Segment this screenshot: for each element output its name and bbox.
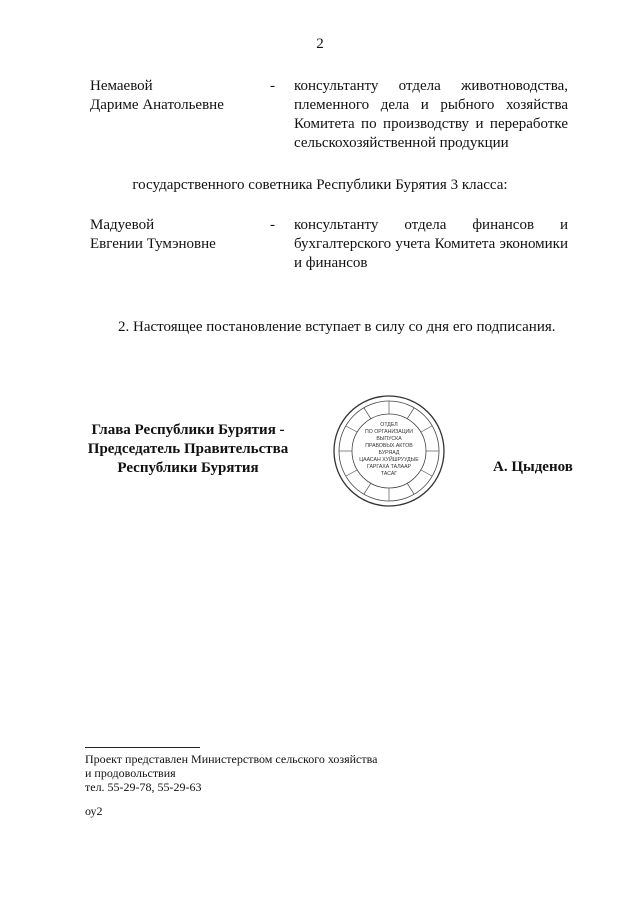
appointee-given-name: Евгении Тумэновне [90, 236, 216, 252]
footnote-divider [85, 747, 200, 748]
appointee-surname: Мадуевой [90, 217, 155, 233]
seal-text: БУРЯАД [378, 450, 400, 456]
seal-text: ПО ОРГАНИЗАЦИИ [365, 429, 413, 435]
footnote-phone: тел. 55-29-78, 55-29-63 [85, 780, 202, 794]
seal-text: ЦААСАН ХУЙШРУУДЫЕ [359, 457, 419, 463]
footnote-line: и продовольствия [85, 766, 176, 780]
appointee-position: консультанту отдела финансов и бухгалтерского учета Комитета экономики и финансов [294, 217, 568, 271]
dash-separator: - [270, 217, 275, 233]
dash-separator: - [270, 78, 275, 94]
seal-text: ГАРГАХА ТАЛААР [366, 464, 412, 470]
seal-text: ТАСАГ [380, 471, 398, 477]
appointee-given-name: Дариме Анатольевне [90, 97, 224, 113]
signatory-title-line: Республики Бурятия [117, 460, 259, 476]
page-number: 2 [316, 36, 324, 52]
seal-text: ОТДЕЛ [380, 422, 398, 428]
appointee-surname: Немаевой [90, 78, 153, 94]
signatory-title-line: Председатель Правительства [87, 441, 289, 457]
rank-heading: государственного советника Республики Бурятия 3 класса: [132, 177, 508, 193]
appointment-entry [90, 216, 568, 276]
appointment-entry [90, 77, 568, 157]
footnote [85, 752, 485, 818]
seal-text: ВЫПУСКА [376, 436, 402, 442]
appointee-position: консультанту отдела животноводства, племенного дела и рыбного хозяйства Комитета по производству и переработке сельскохозяйственной продукции [294, 78, 568, 151]
effective-date-paragraph: 2. Настоящее постановление вступает в силу со дня его подписания. [118, 319, 556, 335]
official-seal [332, 394, 446, 508]
document-code: оу2 [85, 804, 103, 818]
appointee-name [90, 77, 270, 115]
signatory-title [78, 421, 298, 478]
signatory-title-line: Глава Республики Бурятия - [91, 422, 285, 438]
signatory-name: А. Цыденов [493, 459, 573, 475]
seal-text: ПРАВОВЫХ АКТОВ [365, 443, 413, 449]
footnote-line: Проект представлен Министерством сельского хозяйства [85, 752, 378, 766]
appointee-name [90, 216, 270, 254]
